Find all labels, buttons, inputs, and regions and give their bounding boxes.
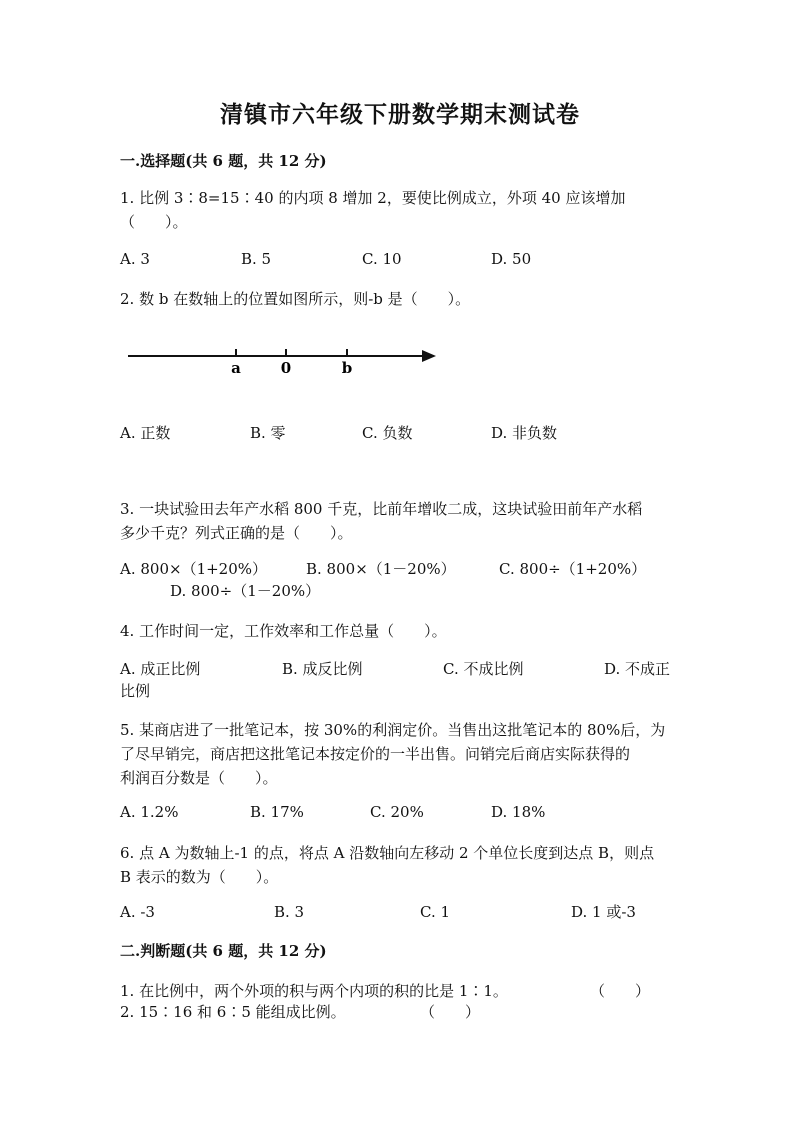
q3-option-c: C. 800÷（1+20%） (499, 560, 647, 578)
question-4: 4. 工作时间一定，工作效率和工作总量（ ）。 (120, 622, 447, 640)
judge-2-stem: 2. 15∶16 和 6∶5 能组成比例。 (120, 1003, 346, 1021)
q5-option-d: D. 18% (491, 803, 546, 821)
question-5-line2: 了尽早销完，商店把这批笔记本按定价的一半出售。问销完后商店实际获得的 (120, 745, 631, 763)
q2-option-a: A. 正数 (120, 424, 171, 442)
label-a: a (231, 359, 241, 377)
q4-option-c: C. 不成比例 (443, 660, 524, 678)
question-5 (120, 718, 680, 790)
section-choice-heading: 一.选择题(共 6 题，共 12 分) (120, 152, 327, 170)
question-6-line2: B 表示的数为（ ）。 (120, 868, 279, 886)
q4-option-d-wrap: 比例 (120, 682, 151, 700)
question-6-line1: 6. 点 A 为数轴上-1 的点，将点 A 沿数轴向左移动 2 个单位长度到达点 B，则点 (120, 844, 655, 862)
q1-option-d: D. 50 (491, 250, 532, 268)
q2-option-b: B. 零 (250, 424, 286, 442)
question-1-line2: （ ）。 (120, 213, 188, 231)
q5-option-a: A. 1.2% (120, 803, 179, 821)
question-2: 2. 数 b 在数轴上的位置如图所示，则-b 是（ ）。 (120, 290, 471, 308)
question-1 (120, 186, 680, 234)
q4-option-d: D. 不成正 (604, 660, 671, 678)
number-line-figure (126, 340, 446, 380)
q1-option-b: B. 5 (241, 250, 272, 268)
label-b: b (341, 359, 353, 377)
exam-title: 清镇市六年级下册数学期末测试卷 (220, 101, 580, 128)
question-1-line1: 1. 比例 3∶8=15∶40 的内项 8 增加 2，要使比例成立，外项 40 应该增加 (120, 189, 626, 207)
question-5-line3: 利润百分数是（ ）。 (120, 769, 278, 787)
question-3-line2: 多少千克？列式正确的是（ ）。 (120, 524, 353, 542)
q6-option-c: C. 1 (420, 903, 451, 921)
question-3 (120, 497, 680, 545)
q1-option-a: A. 3 (120, 250, 150, 268)
q2-option-d: D. 非负数 (491, 424, 558, 442)
judge-2-answer-blank: （ ） (420, 1003, 481, 1021)
judge-1-answer-blank: （ ） (590, 982, 651, 1000)
q5-option-b: B. 17% (250, 803, 304, 821)
q2-option-c: C. 负数 (362, 424, 413, 442)
q5-option-c: C. 20% (370, 803, 424, 821)
section-judge-heading: 二.判断题(共 6 题，共 12 分) (120, 942, 327, 960)
number-line-arrow (422, 350, 436, 362)
question-5-line1: 5. 某商店进了一批笔记本，按 30%的利润定价。当售出这批笔记本的 80%后，为 (120, 721, 666, 739)
q3-option-a: A. 800×（1+20%） (120, 560, 268, 578)
judge-1-stem: 1. 在比例中，两个外项的积与两个内项的积的比是 1∶1。 (120, 982, 508, 1000)
label-zero: 0 (280, 359, 292, 377)
q1-option-c: C. 10 (362, 250, 402, 268)
q3-option-b: B. 800×（1－20%） (306, 560, 456, 578)
q6-option-a: A. -3 (120, 903, 155, 921)
q3-option-d: D. 800÷（1－20%） (170, 582, 321, 600)
q4-option-b: B. 成反比例 (282, 660, 363, 678)
q6-option-b: B. 3 (274, 903, 305, 921)
question-3-line1: 3. 一块试验田去年产水稻 800 千克，比前年增收二成，这块试验田前年产水稻 (120, 500, 643, 518)
q6-option-d: D. 1 或-3 (571, 903, 636, 921)
q4-option-a: A. 成正比例 (120, 660, 201, 678)
question-6 (120, 841, 680, 889)
